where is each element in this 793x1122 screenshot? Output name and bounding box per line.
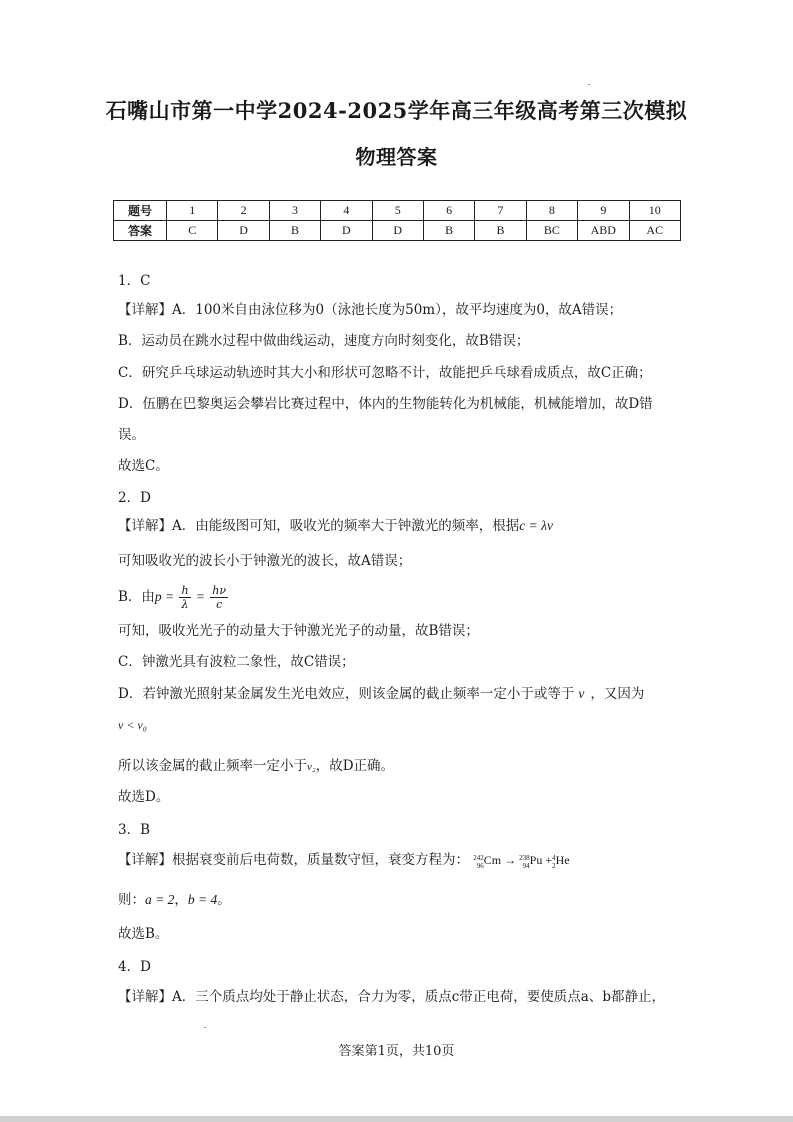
q1-option-d-cont: 误。: [118, 427, 145, 443]
table-cell: ABD: [578, 221, 629, 241]
table-row-answers: [114, 221, 681, 241]
q2-option-d-text3: ，故D正确。: [315, 758, 395, 774]
page-subtitle: 物理答案: [355, 145, 438, 169]
q1-option-c: C．研究乒乓球运动轨迹时其大小和形状可忽略不计，故能把乒乓球看成质点，故C正确；: [118, 365, 652, 381]
page-bottom-edge: [0, 1116, 793, 1122]
frac-denominator: λ: [181, 598, 189, 611]
q3-conclusion: 故选B。: [118, 926, 169, 942]
q2-inequality: ν < ν₀: [118, 718, 147, 732]
q2-option-a-text: 【详解】A．由能级图可知，吸收光的频率大于钟激光的频率，根据: [118, 518, 520, 534]
mass-number: 238: [519, 853, 530, 862]
table-cell: 6: [423, 201, 474, 221]
frac-numerator: hν: [212, 584, 227, 597]
q1-conclusion: 故选C。: [118, 458, 169, 474]
plus-sign: +: [545, 853, 553, 868]
q3-explain-text: 【详解】根据衰变前后电荷数，质量数守恒，衰变方程为：: [118, 852, 469, 868]
table-cell: 9: [578, 201, 629, 221]
q2-formula-inequality: [118, 716, 147, 734]
q2-option-c: C．钟激光具有波粒二象性，故C错误；: [118, 654, 355, 670]
q2-option-d-text2: 所以该金属的截止频率一定小于: [118, 758, 307, 774]
table-cell: B: [423, 221, 474, 241]
q2-option-b-cont: 可知，吸收光光子的动量大于钟激光光子的动量，故B错误；: [118, 623, 479, 639]
nuclide-cm: Cm: [483, 853, 502, 868]
q1-option-d: D．伍鹏在巴黎奥运会攀岩比赛过程中，体内的生物能转化为机械能，机械能增加，故D错: [118, 396, 653, 412]
q1-option-a: 【详解】A．100米自由泳位移为0（泳池长度为50m），故平均速度为0，故A错误；: [118, 302, 623, 318]
nuclide-pu: Pu: [529, 853, 543, 868]
atomic-number: 96: [476, 861, 484, 870]
q3-separator: ，: [174, 892, 188, 908]
table-cell: D: [372, 221, 423, 241]
q3-result-prefix: 则：: [118, 892, 145, 908]
q2-nu2-symbol: ν₂: [307, 761, 316, 773]
scan-dot: [588, 84, 590, 85]
q2-option-a: [118, 517, 553, 535]
q3-end: 。: [217, 892, 231, 908]
table-cell: 8: [526, 201, 577, 221]
table-cell: 3: [269, 201, 320, 221]
q2-option-d-cont: [118, 757, 394, 776]
q4-number: 4．D: [118, 959, 151, 975]
table-cell: C: [167, 221, 218, 241]
table-cell: 7: [475, 201, 526, 221]
table-cell: 4: [321, 201, 372, 221]
answer-table: [113, 200, 681, 241]
q2-nu-symbol: ν: [578, 686, 585, 701]
q2-option-d-text: D．若钟激光照射某金属发生光电效应，则该金属的截止频率一定小于或等于: [118, 686, 575, 702]
scan-dot: [204, 1027, 206, 1028]
nuclide-scripts: [473, 854, 484, 870]
table-cell: B: [475, 221, 526, 241]
q2-fraction-hv-over-c: [210, 584, 228, 611]
nuclide-scripts: [519, 854, 530, 870]
table-cell: 10: [629, 201, 680, 221]
table-cell: BC: [526, 221, 577, 241]
frac-numerator: h: [181, 584, 189, 597]
q1-number: 1．C: [118, 273, 151, 289]
table-header-number: 题号: [114, 201, 167, 221]
q2-option-b-prefix: B．由: [118, 589, 155, 605]
q2-formula-wave: c = λν: [519, 518, 553, 533]
table-cell: 2: [218, 201, 269, 221]
q3-number: 3．B: [118, 822, 151, 838]
q2-number: 2．D: [118, 490, 151, 506]
q2-conclusion: 故选D。: [118, 789, 170, 805]
page-footer: 答案第1页，共10页: [338, 1044, 455, 1059]
q2-option-d: [118, 685, 644, 703]
q2-equals: =: [195, 589, 205, 604]
table-cell: B: [269, 221, 320, 241]
page-title: 石嘴山市第一中学2024-2025学年高三年级高考第三次模拟: [105, 98, 688, 123]
table-cell: AC: [629, 221, 680, 241]
mass-number: 4: [552, 853, 556, 862]
atomic-number: 94: [522, 861, 530, 870]
table-cell: D: [321, 221, 372, 241]
q3-explain: [118, 851, 570, 870]
q4-option-a: 【详解】A．三个质点均处于静止状态，合力为零，质点c带正电荷，要使质点a、b都静止，: [118, 989, 665, 1005]
q2-option-d-tail: ，又因为: [590, 686, 645, 702]
q2-momentum-symbol: p =: [154, 589, 175, 604]
table-row-numbers: [114, 201, 681, 221]
mass-number: 242: [473, 853, 484, 862]
table-cell: 1: [167, 201, 218, 221]
q3-value-a: a = 2: [145, 892, 175, 907]
frac-denominator: c: [216, 598, 223, 611]
q2-fraction-h-over-lambda: [179, 584, 190, 611]
q3-decay-equation: [473, 851, 569, 869]
table-cell: 5: [372, 201, 423, 221]
q3-result: [118, 891, 231, 909]
atomic-number: 2: [552, 861, 556, 870]
q3-value-b: b = 4: [187, 892, 218, 907]
q1-option-b: B．运动员在跳水过程中做曲线运动，速度方向时刻变化，故B错误；: [118, 333, 530, 349]
table-cell: D: [218, 221, 269, 241]
q2-option-b: [118, 582, 229, 612]
table-header-answer: 答案: [114, 221, 167, 241]
q2-option-a-cont: 可知吸收光的波长小于钟激光的波长，故A错误；: [118, 553, 412, 569]
arrow-icon: →: [504, 853, 517, 868]
nuclide-he: He: [555, 853, 570, 868]
